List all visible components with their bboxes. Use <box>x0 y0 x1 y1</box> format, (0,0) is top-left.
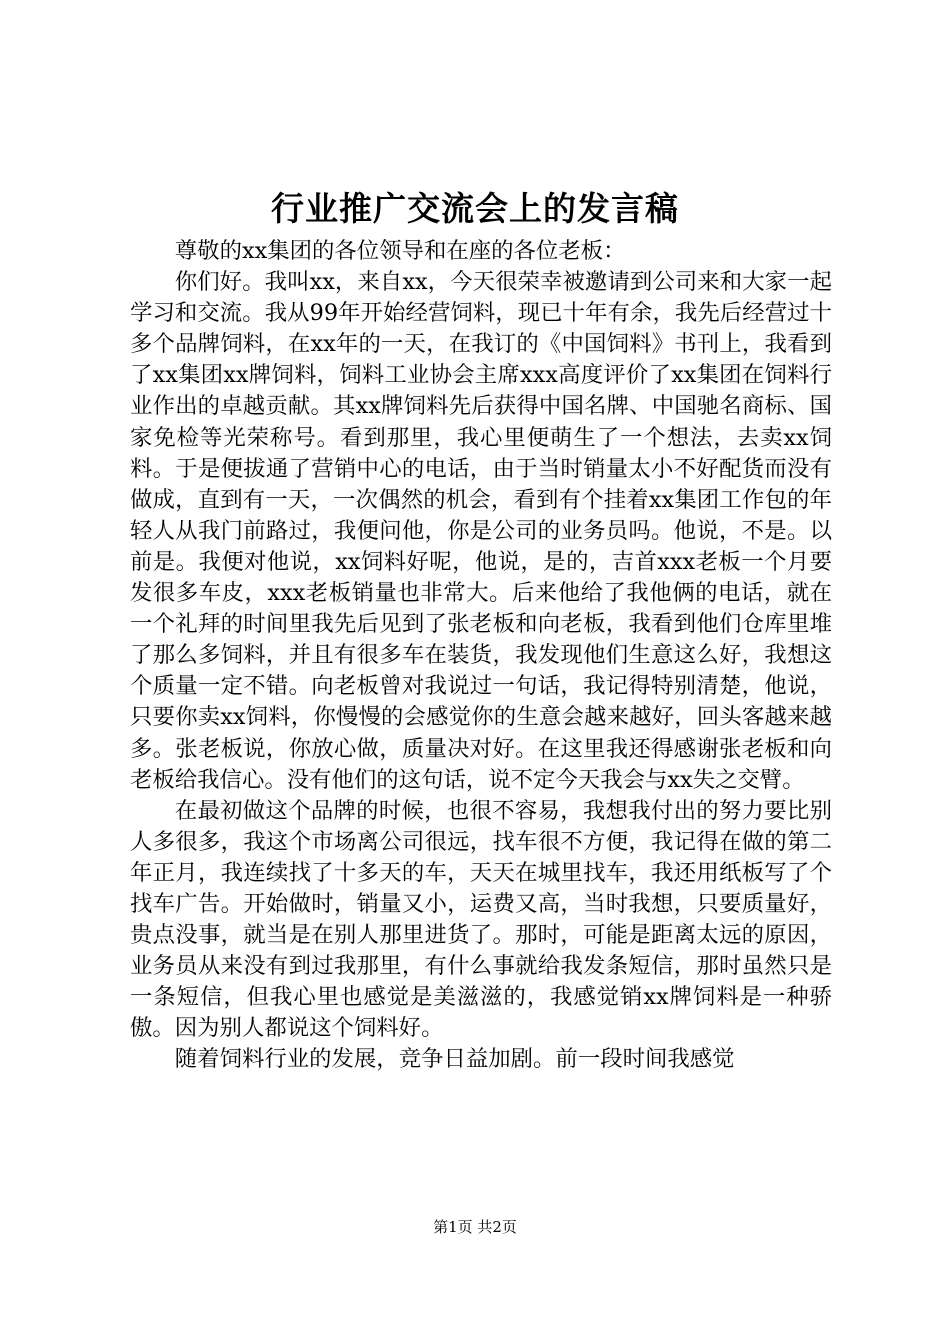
greeting-paragraph: 尊敬的xx集团的各位领导和在座的各位老板： <box>174 238 626 264</box>
body-paragraph-3: 随着饲料行业的发展，竞争日益加剧。前一段时间我感觉 <box>174 1046 735 1073</box>
document-title: 行业推广交流会上的发言稿 <box>271 189 679 228</box>
body-paragraph-2: 在最初做这个品牌的时候，也很不容易，我想我付出的努力要比别人多很多，我这个市场离公司很远，找车很不方便，我记得在做的第二年正月，我连续找了十多天的车，天天在城里找车，我还用纸板写了个找车广告。开始做时，销量又小，运费又高，当时我想，只要质量好，贵点没事，就当是在别人那里进货了。那时，可能是距离太远的原因，业务员从来没有到过我那里，有什么事就给我发条短信，那时虽然只是一条短信，但我心里也感觉是美滋滋的，我感觉销xx牌饲料是一种骄傲。因为别人都说这个饲料好。 <box>130 797 832 1042</box>
page-number-footer: 第1页 共2页 <box>433 1218 517 1236</box>
document-body <box>130 236 832 1076</box>
body-paragraph-1: 你们好。我叫xx，来自xx，今天很荣幸被邀请到公司来和大家一起学习和交流。我从99年开始经营饲料，现已十年有余，我先后经营过十多个品牌饲料，在xx年的一天，在我订的《中国饲料》书刊上，我看到了xx集团xx牌饲料，饲料工业协会主席xxx高度评价了xx集团在饲料行业作出的卓越贡献。其xx牌饲料先后获得中国名牌、中国驰名商标、国家免检等光荣称号。看到那里，我心里便萌生了一个想法，去卖xx饲料。于是便拔通了营销中心的电话，由于当时销量太小不好配货而没有做成，直到有一天，一次偶然的机会，看到有个挂着xx集团工作包的年轻人从我门前路过，我便问他，你是公司的业务员吗。他说，不是。以前是。我便对他说，xx饲料好呢，他说，是的，吉首xxx老板一个月要发很多车皮，xxx老板销量也非常大。后来他给了我他俩的电话，就在一个礼拜的时间里我先后见到了张老板和向老板，我看到他们仓库里堆了那么多饲料，并且有很多车在装货，我发现他们生意这么好，我想这个质量一定不错。向老板曾对我说过一句话，我记得特别清楚，他说，只要你卖xx饲料，你慢慢的会感觉你的生意会越来越好，回头客越来越多。张老板说，你放心做，质量决对好。在这里我还得感谢张老板和向老板给我信心。没有他们的这句话，说不定今天我会与xx失之交臂。 <box>130 269 832 793</box>
